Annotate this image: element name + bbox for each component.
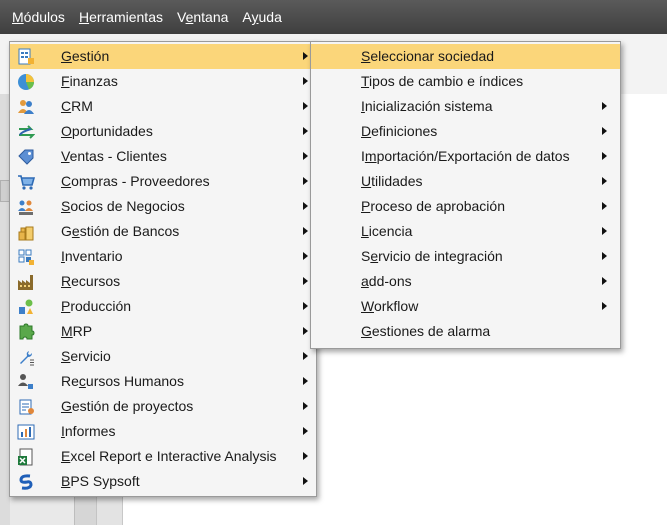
menu-item-label: Recursos Humanos — [61, 373, 184, 389]
submenu-arrow-icon — [602, 177, 607, 185]
submenu-arrow-icon — [303, 277, 308, 285]
menu-item-gestion[interactable] — [10, 44, 316, 69]
submenu-item-label: Utilidades — [361, 173, 423, 189]
menu-ayuda[interactable]: Ayuda — [242, 9, 282, 25]
submenu-arrow-icon — [602, 302, 607, 310]
menu-item-label: MRP — [61, 323, 93, 339]
project-icon — [17, 398, 35, 416]
submenu-arrow-icon — [303, 77, 308, 85]
submenu-arrow-icon — [303, 202, 308, 210]
inventory-icon — [17, 248, 35, 266]
submenu-item-workflow[interactable] — [311, 294, 620, 319]
menu-item-inventario[interactable] — [10, 244, 316, 269]
factory-icon — [17, 273, 35, 291]
business-partners-icon — [17, 198, 35, 216]
menu-item-label: Compras - Proveedores — [61, 173, 210, 189]
puzzle-icon — [17, 323, 35, 341]
menu-bar — [0, 0, 667, 34]
document-grid-icon — [17, 48, 35, 66]
menu-item-socios-de-negocios[interactable] — [10, 194, 316, 219]
menu-item-recursos-humanos[interactable] — [10, 369, 316, 394]
menu-item-label: Recursos — [61, 273, 121, 289]
submenu-arrow-icon — [602, 277, 607, 285]
submenu-arrow-icon — [602, 227, 607, 235]
bank-coins-icon — [17, 223, 35, 241]
report-chart-icon — [17, 423, 35, 441]
menu-item-ventas-clientes[interactable] — [10, 144, 316, 169]
menu-item-gestion-de-bancos[interactable] — [10, 219, 316, 244]
menu-item-label: Excel Report e Interactive Analysis — [61, 448, 277, 464]
submenu-arrow-icon — [303, 377, 308, 385]
submenu-item-proceso-de-aprobacion[interactable] — [311, 194, 620, 219]
menu-ventana[interactable]: Ventana — [176, 9, 229, 25]
submenu-item-label: Definiciones — [361, 123, 438, 139]
submenu-item-importacion-exportacion-de-datos[interactable] — [311, 144, 620, 169]
sypsoft-logo-icon — [17, 473, 35, 491]
menu-item-finanzas[interactable] — [10, 69, 316, 94]
menu-item-label: Oportunidades — [61, 123, 153, 139]
people-icon — [17, 98, 35, 116]
submenu-arrow-icon — [303, 152, 308, 160]
menu-item-crm[interactable] — [10, 94, 316, 119]
submenu-item-label: Gestiones de alarma — [361, 323, 491, 339]
menu-modulos[interactable]: Módulos — [12, 9, 65, 25]
menu-item-produccion[interactable] — [10, 294, 316, 319]
menu-item-informes[interactable] — [10, 419, 316, 444]
production-shapes-icon — [17, 298, 35, 316]
menu-item-label: Servicio — [61, 348, 111, 364]
wrench-list-icon — [17, 348, 35, 366]
submenu-arrow-icon — [303, 227, 308, 235]
submenu-arrow-icon — [602, 252, 607, 260]
pie-chart-icon — [17, 73, 35, 91]
menu-item-compras-proveedores[interactable] — [10, 169, 316, 194]
excel-icon — [17, 448, 35, 466]
menu-item-label: CRM — [61, 98, 93, 114]
submenu-arrow-icon — [303, 427, 308, 435]
menu-item-label: Gestión — [61, 48, 110, 64]
arrows-exchange-icon — [17, 123, 35, 141]
submenu-arrow-icon — [303, 402, 308, 410]
submenu-arrow-icon — [602, 202, 607, 210]
submenu-item-label: add-ons — [361, 273, 412, 289]
submenu-arrow-icon — [602, 102, 607, 110]
submenu-item-label: Importación/Exportación de datos — [361, 148, 570, 164]
menu-item-label: BPS Sypsoft — [61, 473, 140, 489]
submenu-item-inicializacion-sistema[interactable] — [311, 94, 620, 119]
submenu-arrow-icon — [303, 352, 308, 360]
submenu-item-tipos-de-cambio-e-indices[interactable] — [311, 69, 620, 94]
menu-item-excel-report-e-interactive-analysis[interactable] — [10, 444, 316, 469]
submenu-item-seleccionar-sociedad[interactable] — [311, 44, 620, 69]
menu-item-label: Informes — [61, 423, 116, 439]
submenu-arrow-icon — [303, 477, 308, 485]
menu-item-bps-sypsoft[interactable] — [10, 469, 316, 494]
submenu-item-label: Proceso de aprobación — [361, 198, 505, 214]
submenu-item-label: Workflow — [361, 298, 419, 314]
menu-item-gestion-de-proyectos[interactable] — [10, 394, 316, 419]
menu-item-label: Gestión de Bancos — [61, 223, 180, 239]
submenu-arrow-icon — [303, 252, 308, 260]
submenu-item-label: Servicio de integración — [361, 248, 503, 264]
submenu-item-label: Tipos de cambio e índices — [361, 73, 524, 89]
menu-item-label: Finanzas — [61, 73, 118, 89]
shopping-cart-icon — [17, 173, 35, 191]
menu-item-servicio[interactable] — [10, 344, 316, 369]
submenu-arrow-icon — [303, 127, 308, 135]
submenu-item-definiciones[interactable] — [311, 119, 620, 144]
submenu-item-licencia[interactable] — [311, 219, 620, 244]
submenu-arrow-icon — [602, 152, 607, 160]
submenu-item-utilidades[interactable] — [311, 169, 620, 194]
menu-item-label: Inventario — [61, 248, 123, 264]
menu-item-mrp[interactable] — [10, 319, 316, 344]
submenu-item-label: Inicialización sistema — [361, 98, 493, 114]
submenu-item-label: Seleccionar sociedad — [361, 48, 495, 64]
submenu-arrow-icon — [303, 452, 308, 460]
menu-item-oportunidades[interactable] — [10, 119, 316, 144]
person-tree-icon — [17, 373, 35, 391]
menu-item-label: Socios de Negocios — [61, 198, 185, 214]
modules-menu — [9, 41, 317, 497]
submenu-arrow-icon — [303, 52, 308, 60]
price-tag-icon — [17, 148, 35, 166]
menu-item-recursos[interactable] — [10, 269, 316, 294]
menu-item-label: Ventas - Clientes — [61, 148, 167, 164]
gestion-submenu — [310, 41, 621, 349]
submenu-arrow-icon — [303, 327, 308, 335]
menu-item-label: Producción — [61, 298, 132, 314]
submenu-item-gestiones-de-alarma[interactable] — [311, 319, 620, 344]
submenu-item-add-ons[interactable] — [311, 269, 620, 294]
submenu-arrow-icon — [303, 302, 308, 310]
submenu-arrow-icon — [303, 177, 308, 185]
submenu-item-label: Licencia — [361, 223, 413, 239]
submenu-item-servicio-de-integracion[interactable] — [311, 244, 620, 269]
submenu-arrow-icon — [602, 127, 607, 135]
menu-item-label: Gestión de proyectos — [61, 398, 194, 414]
menu-herramientas[interactable]: Herramientas — [78, 9, 163, 25]
submenu-arrow-icon — [303, 102, 308, 110]
